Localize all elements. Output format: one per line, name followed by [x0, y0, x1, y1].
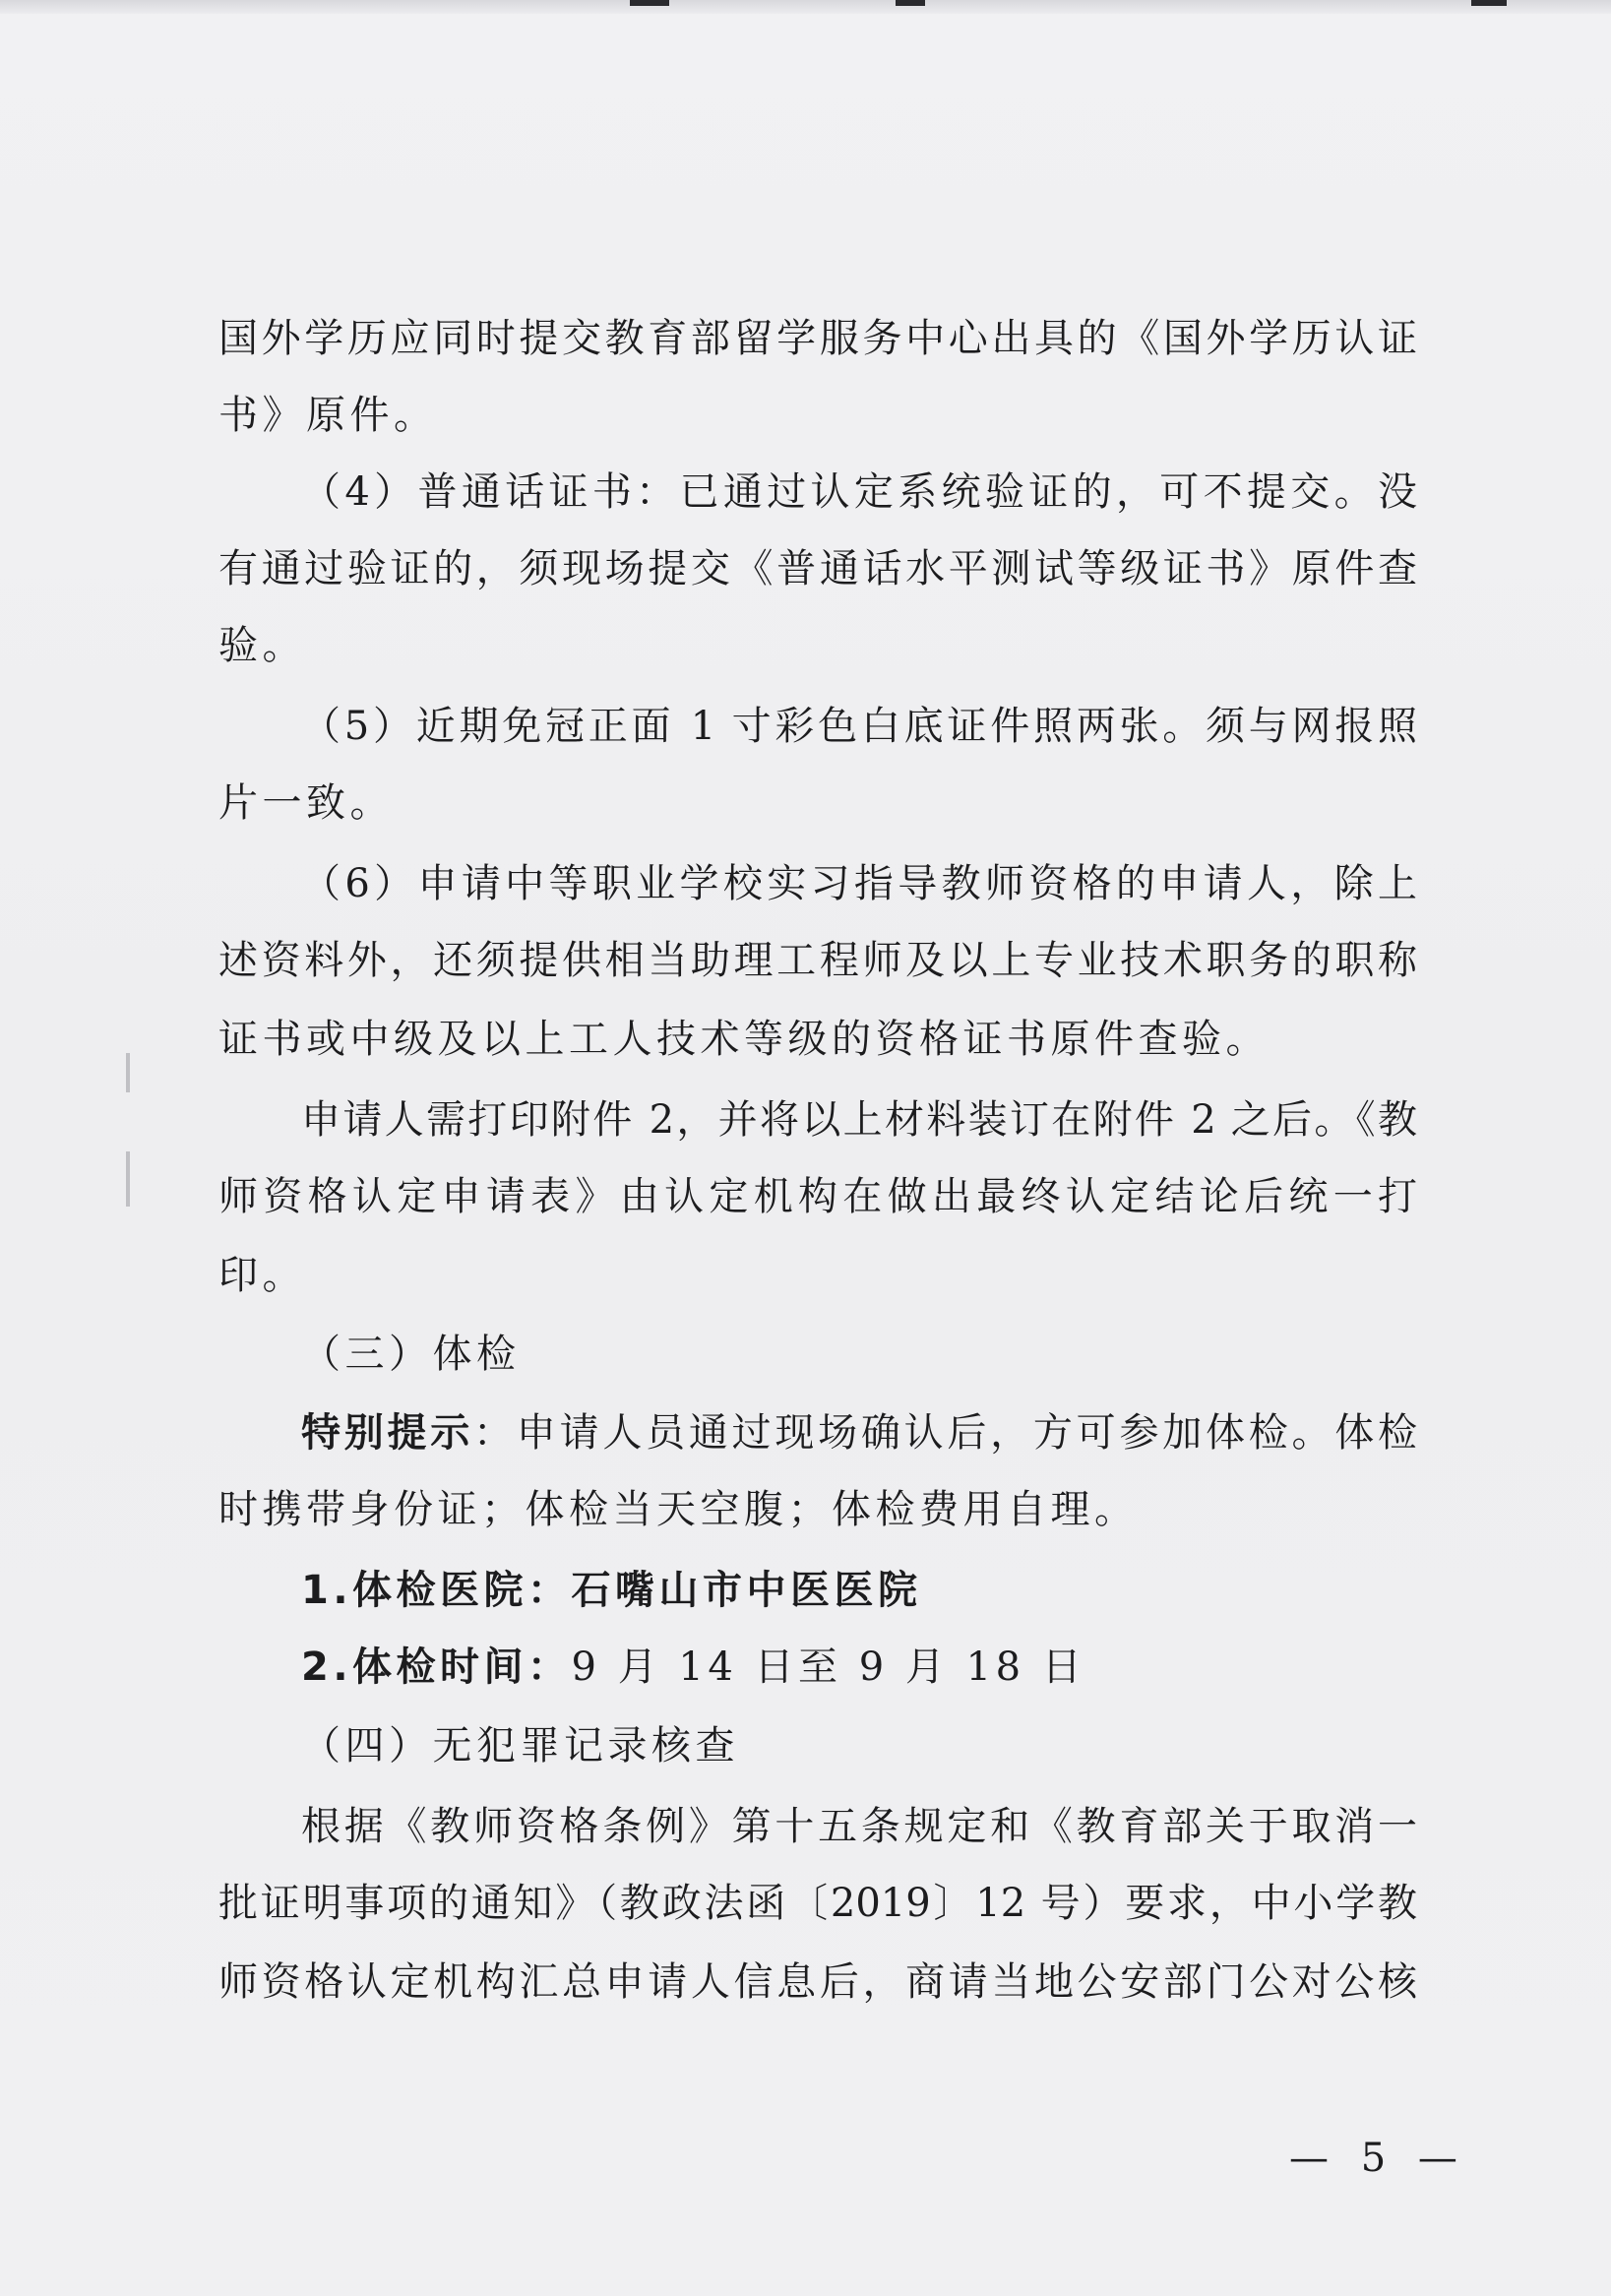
body-line: 书》原件。 — [218, 393, 438, 438]
page-number: — 5 — — [1289, 2136, 1467, 2181]
body-line: 片一致。 — [218, 780, 394, 826]
scan-top-edge — [0, 0, 1611, 14]
special-notice-line — [301, 1407, 1417, 1458]
body-line: （6）申请中等职业学校实习指导教师资格的申请人，除上 — [301, 861, 1417, 906]
body-line: 印。 — [218, 1253, 306, 1298]
body-line: 师资格认定申请表》由认定机构在做出最终认定结论后统一打 — [218, 1174, 1417, 1219]
body-line: 述资料外，还须提供相当助理工程师及以上专业技术职务的职称 — [218, 938, 1417, 983]
body-line: （5）近期免冠正面 1 寸彩色白底证件照两张。须与网报照 — [301, 704, 1417, 749]
body-line: 申请人需打印附件 2，并将以上材料装订在附件 2 之后。《教 — [301, 1097, 1417, 1143]
body-line: 证书或中级及以上工人技术等级的资格证书原件查验。 — [218, 1017, 1270, 1062]
scan-edge-mark — [1471, 0, 1507, 6]
body-line: 有通过验证的，须现场提交《普通话水平测试等级证书》原件查 — [218, 546, 1417, 591]
exam-time-label: 2.体检时间： — [301, 1644, 572, 1690]
section-heading: （四）无犯罪记录核查 — [301, 1723, 739, 1769]
body-line: 批证明事项的通知》（教政法函〔2019〕12 号）要求，中小学教 — [218, 1881, 1417, 1926]
scan-speck — [126, 1053, 130, 1092]
body-line: 时携带身份证；体检当天空腹；体检费用自理。 — [218, 1487, 1139, 1532]
body-line: 验。 — [218, 623, 306, 668]
exam-hospital: 1.体检医院：石嘴山市中医医院 — [301, 1568, 922, 1613]
body-line: （4）普通话证书：已通过认定系统验证的，可不提交。没 — [301, 469, 1417, 515]
scan-speck — [126, 1151, 130, 1207]
body-line: 师资格认定机构汇总申请人信息后，商请当地公安部门公对公核 — [218, 1959, 1417, 2005]
exam-time-line — [301, 1642, 1417, 1693]
body-line: 根据《教师资格条例》第十五条规定和《教育部关于取消一 — [301, 1804, 1417, 1849]
scan-edge-mark — [630, 0, 669, 6]
special-notice-label: 特别提示 — [301, 1410, 474, 1456]
body-line: 国外学历应同时提交教育部留学服务中心出具的《国外学历认证 — [218, 316, 1417, 361]
scan-edge-mark — [896, 0, 925, 6]
special-notice-text: ：申请人员通过现场确认后，方可参加体检。体检 — [473, 1410, 1418, 1456]
section-heading: （三）体检 — [301, 1332, 521, 1377]
exam-time-value: 9 月 14 日至 9 月 18 日 — [571, 1644, 1086, 1690]
